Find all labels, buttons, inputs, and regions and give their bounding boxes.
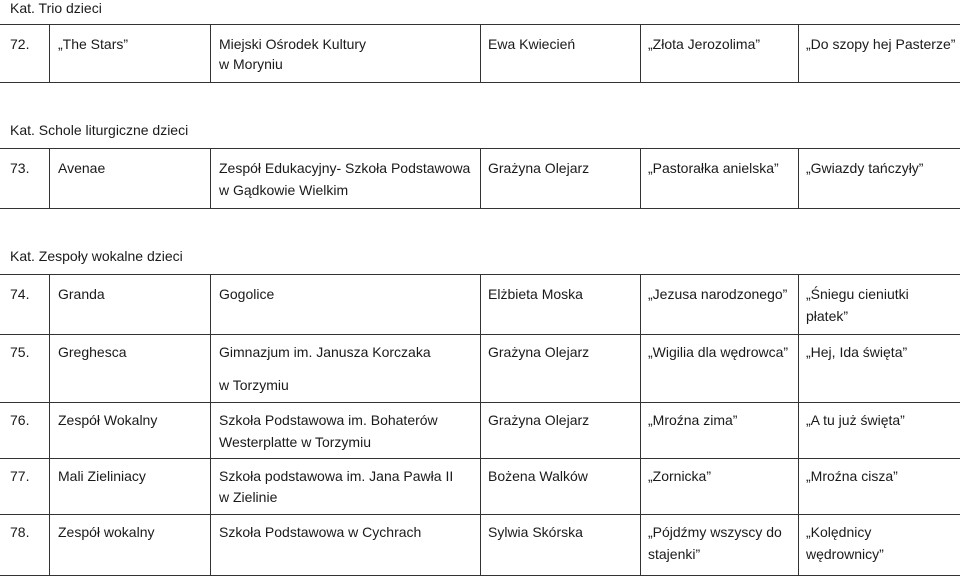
column-divider [49,148,50,208]
group-name: Avenae [58,160,106,176]
leader-name: Elżbieta Moska [488,286,583,302]
group-name: Granda [58,286,105,302]
column-divider [49,274,50,575]
song-2-line-1: „Śniegu cieniutki [806,286,909,302]
song-2: „Mroźna cisza” [806,468,898,484]
group-name: Mali Zieliniacy [58,468,146,484]
group-name: Greghesca [58,344,127,360]
institution-line-1: Miejski Ośrodek Kultury [219,36,367,52]
song-1-line-1: „Pójdźmy wszyscy do [648,524,782,540]
entry-number: 72. [10,36,30,52]
leader-name: Ewa Kwiecień [488,36,576,52]
group-name: Zespół Wokalny [58,412,158,428]
song-2: „Hej, Ida święta” [806,344,908,360]
row-divider [0,208,960,209]
institution-line-1: Gogolice [219,286,275,302]
group-name: „The Stars” [58,36,129,52]
column-divider [640,274,641,575]
group-name: Zespół wokalny [58,524,155,540]
column-divider [210,274,211,575]
institution-line-1: Szkoła Podstawowa im. Bohaterów [219,412,438,428]
column-divider [49,24,50,82]
category-title-trio: Kat. Trio dzieci [10,0,102,16]
leader-name: Grażyna Olejarz [488,160,590,176]
song-2: „Gwiazdy tańczyły” [806,160,924,176]
institution-line-2: w Zielinie [219,489,278,505]
leader-name: Sylwia Skórska [488,524,583,540]
institution-line-1: Szkoła Podstawowa w Cychrach [219,524,422,540]
institution-line-2: Westerplatte w Torzymiu [219,434,371,450]
entry-number: 73. [10,160,30,176]
song-2-line-1: „Kolędnicy [806,524,872,540]
column-divider [210,24,211,82]
entry-number: 75. [10,344,30,360]
column-divider [798,148,799,208]
institution-line-1: Zespół Edukacyjny- Szkoła Podstawowa [219,160,471,176]
song-2-line-2: wędrownicy” [806,546,884,562]
category-title-vocal: Kat. Zespoły wokalne dzieci [10,248,183,264]
song-1: „Wigilia dla wędrowca” [648,344,789,360]
column-divider [798,24,799,82]
song-1: „Pastorałka anielska” [648,160,779,176]
entry-number: 78. [10,524,30,540]
entry-number: 76. [10,412,30,428]
leader-name: Grażyna Olejarz [488,412,590,428]
leader-name: Bożena Walków [488,468,588,484]
column-divider [640,148,641,208]
entry-number: 74. [10,286,30,302]
column-divider [798,274,799,575]
institution-line-2: w Torzymiu [219,377,289,393]
column-divider [210,148,211,208]
institution-line-1: Gimnazjum im. Janusza Korczaka [219,344,431,360]
song-1: „Zornicka” [648,468,712,484]
song-1: „Mroźna zima” [648,412,738,428]
column-divider [480,148,481,208]
leader-name: Grażyna Olejarz [488,344,590,360]
institution-line-2: w Moryniu [219,56,283,72]
entry-number: 77. [10,468,30,484]
row-divider [0,82,960,83]
column-divider [480,274,481,575]
column-divider [480,24,481,82]
song-2: „Do szopy hej Pasterze” [806,36,956,52]
institution-line-2: w Gądkowie Wielkim [219,182,349,198]
row-divider [0,575,960,576]
institution-line-1: Szkoła podstawowa im. Jana Pawła II [219,468,454,484]
song-2: „A tu już święta” [806,412,905,428]
song-1-line-2: stajenki” [648,546,701,562]
category-title-schole: Kat. Schole liturgiczne dzieci [10,122,189,138]
song-2-line-2: płatek” [806,308,849,324]
column-divider [640,24,641,82]
song-1: „Złota Jerozolima” [648,36,761,52]
song-1: „Jezusa narodzonego” [648,286,788,302]
